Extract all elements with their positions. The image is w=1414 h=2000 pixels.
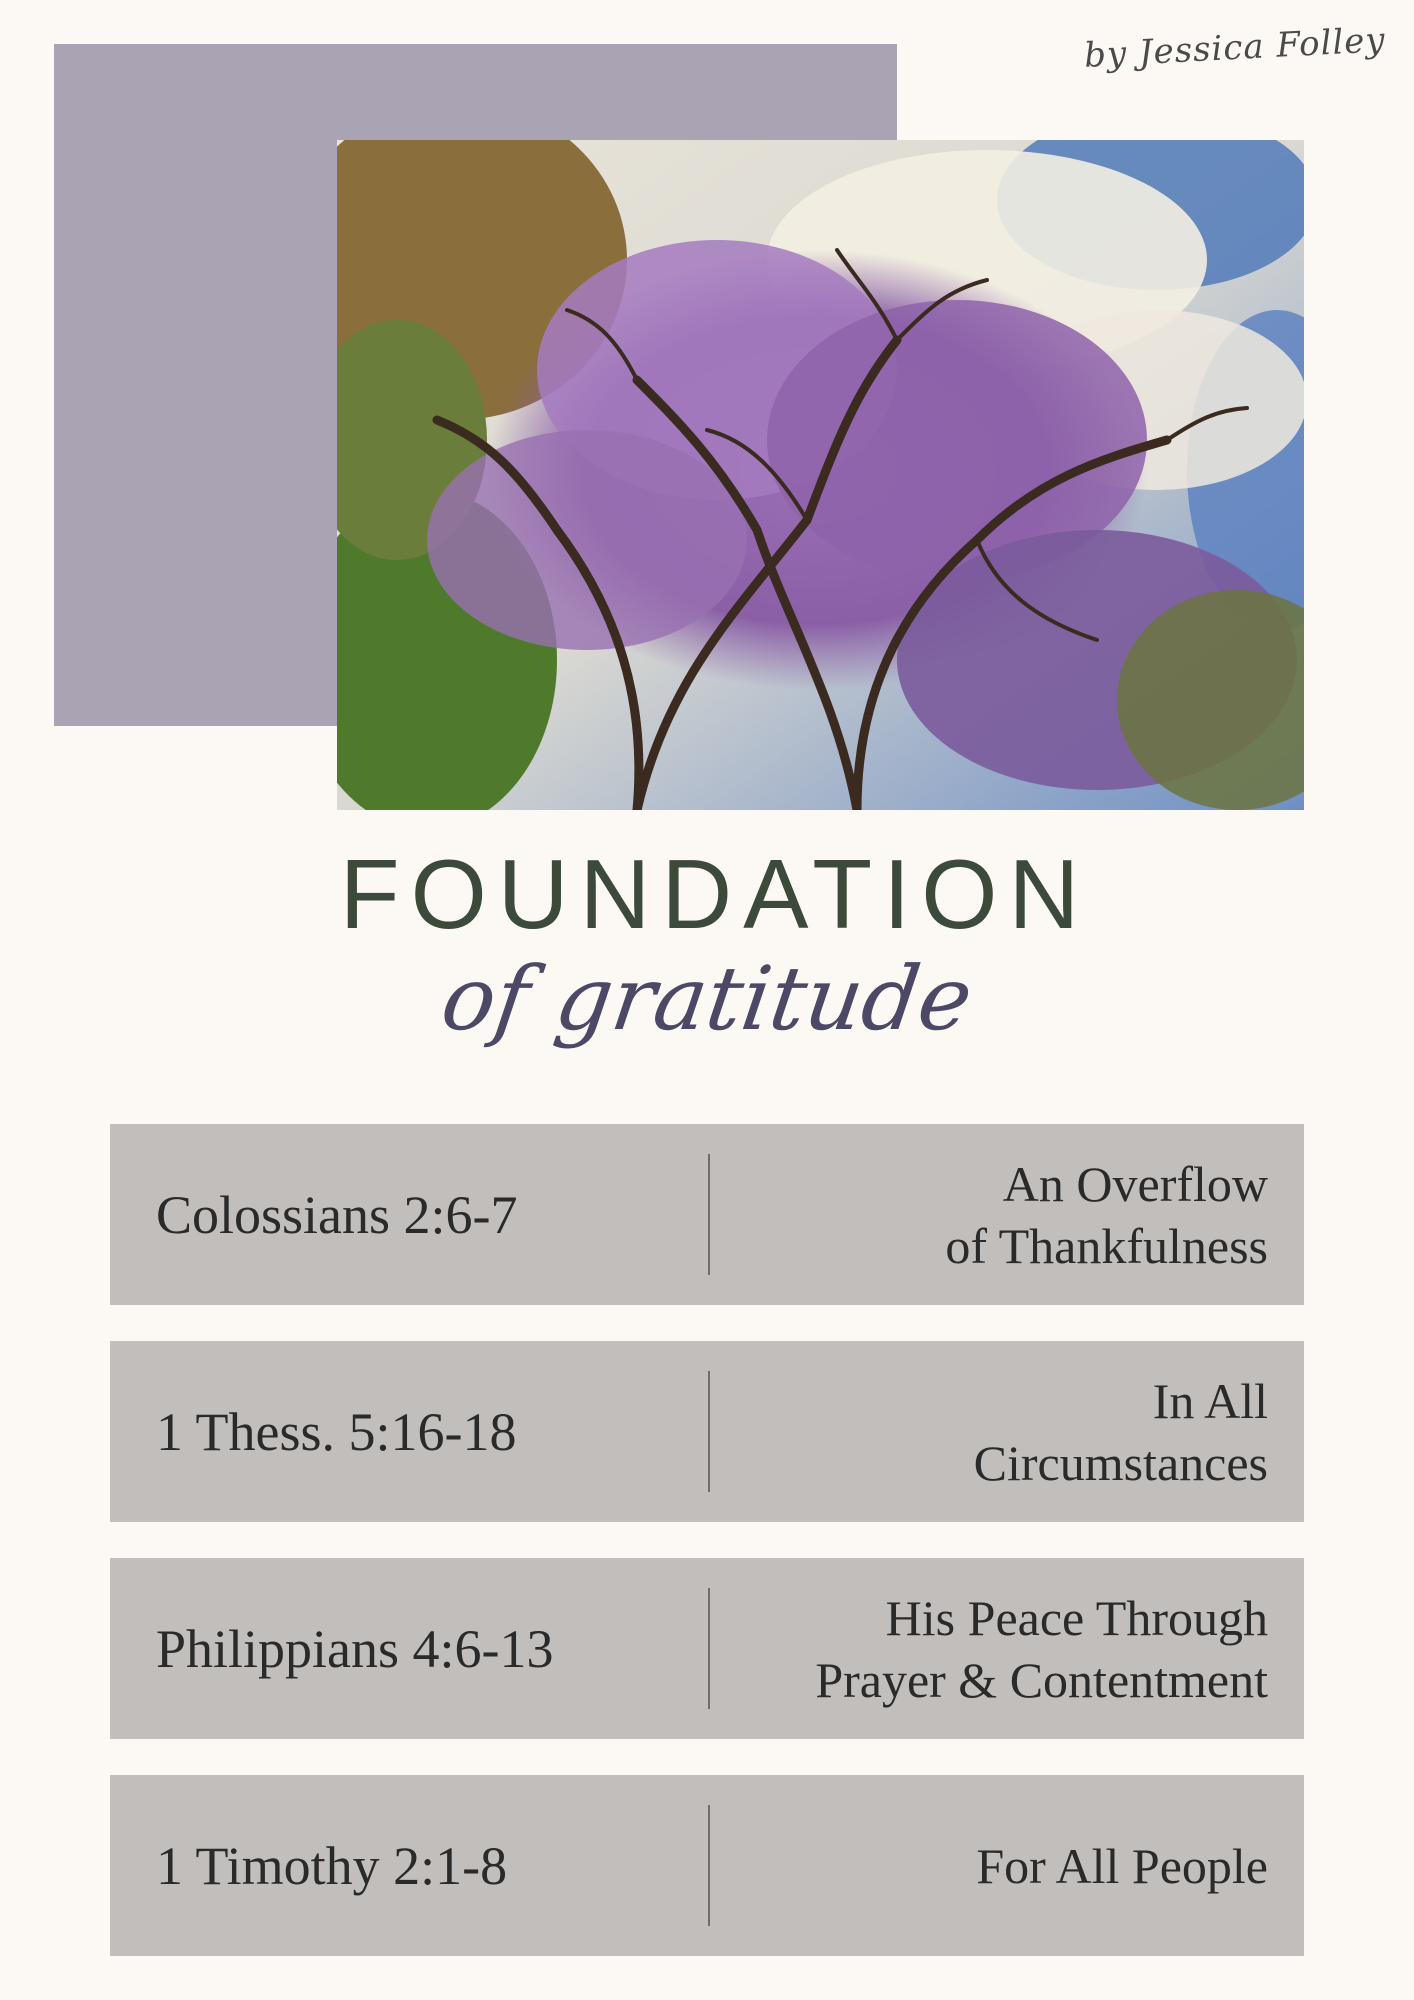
tree-illustration [337, 140, 1304, 810]
row-divider [708, 1805, 710, 1926]
scripture-reference: 1 Timothy 2:1-8 [156, 1835, 508, 1896]
scripture-reference: Philippians 4:6-13 [156, 1618, 554, 1679]
theme-line: Circumstances [973, 1434, 1268, 1491]
scripture-reference: Colossians 2:6-7 [156, 1184, 518, 1245]
theme-line: An Overflow [1002, 1155, 1268, 1212]
row-divider [708, 1588, 710, 1709]
theme-line: His Peace Through [885, 1589, 1268, 1646]
page-title: FOUNDATION [339, 839, 1091, 949]
study-theme [728, 1124, 1268, 1305]
scripture-reference: 1 Thess. 5:16-18 [156, 1401, 517, 1462]
theme-line: Prayer & Contentment [815, 1651, 1268, 1708]
study-theme [728, 1775, 1268, 1956]
theme-line: For All People [976, 1837, 1268, 1894]
author-signature: by Jessica Folley [1083, 20, 1387, 76]
row-divider [708, 1371, 710, 1492]
page-subtitle: of gratitude [435, 947, 979, 1050]
study-theme [728, 1558, 1268, 1739]
study-row [110, 1558, 1304, 1739]
jacaranda-tree-photo [337, 140, 1304, 810]
study-theme [728, 1341, 1268, 1522]
theme-line: In All [1152, 1372, 1268, 1429]
row-divider [708, 1154, 710, 1275]
theme-line: of Thankfulness [945, 1217, 1268, 1274]
study-row [110, 1341, 1304, 1522]
study-row [110, 1775, 1304, 1956]
study-row [110, 1124, 1304, 1305]
